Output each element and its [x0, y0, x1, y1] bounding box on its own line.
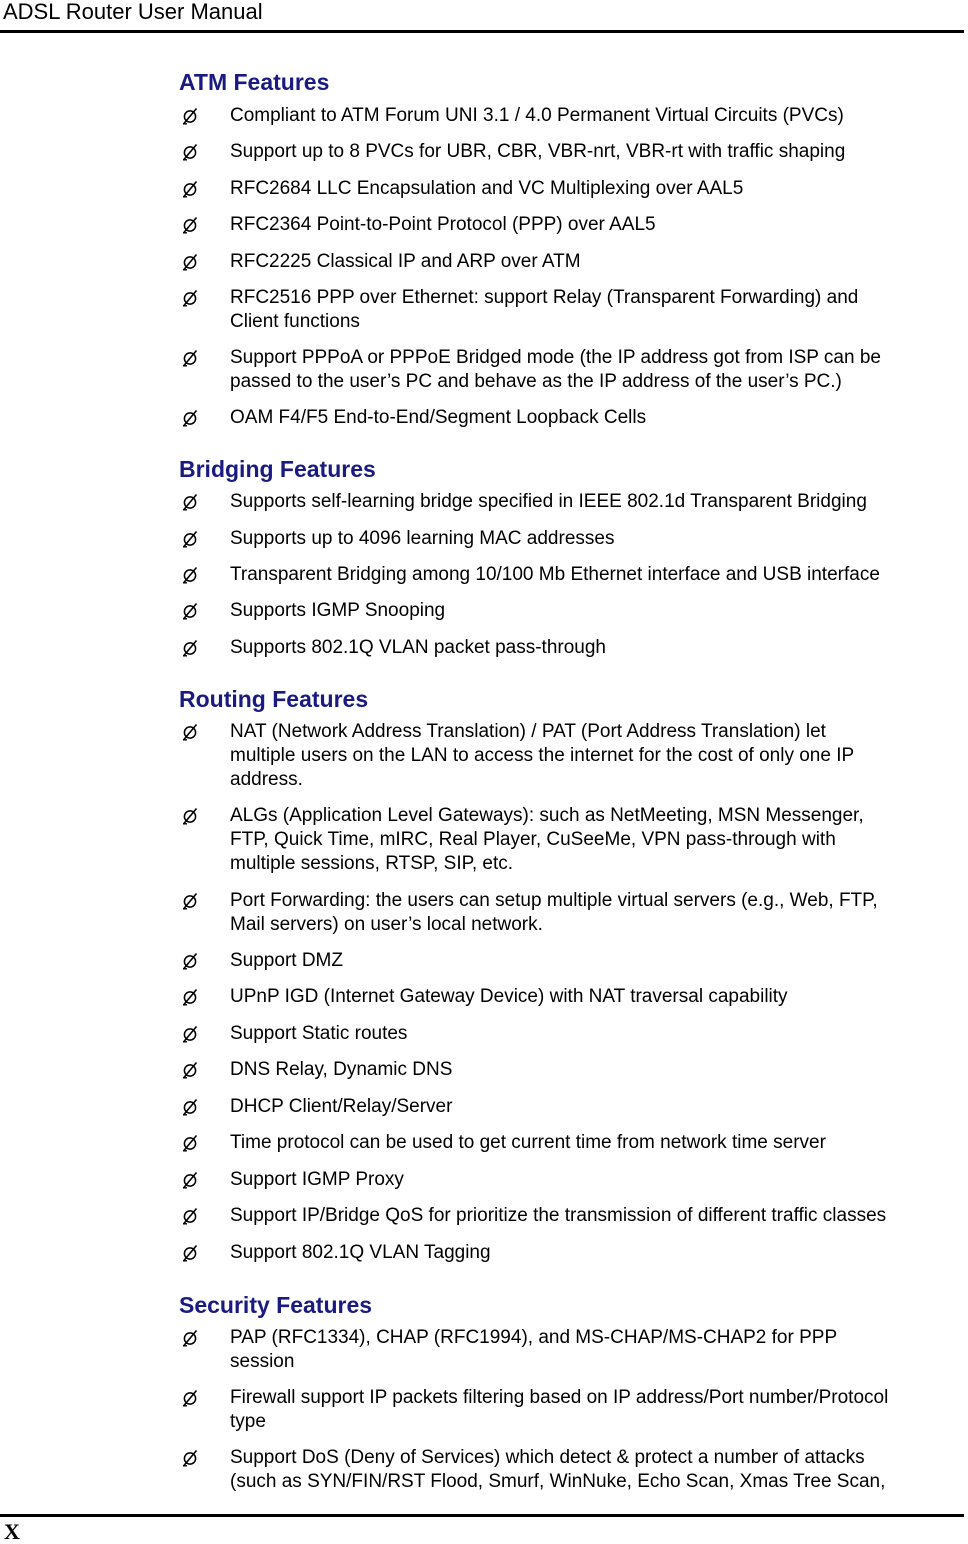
slashed-circle-bullet-icon	[181, 253, 199, 271]
slashed-circle-bullet-icon	[181, 1449, 199, 1467]
slashed-circle-bullet-icon	[181, 409, 199, 427]
list-item-text: PAP (RFC1334), CHAP (RFC1994), and MS-CHAP/MS-CHAP2 for PPP session	[230, 1327, 838, 1372]
list-item-text: ALGs (Application Level Gateways): such as NetMeeting, MSN Messenger, FTP, Quick Time, mIRC, Real Player, CuSeeMe, VPN pass-through with multiple sessions, RTSP, SIP, etc.	[230, 805, 864, 874]
list-item-text: Support up to 8 PVCs for UBR, CBR, VBR-nrt, VBR-rt with traffic shaping	[230, 141, 846, 162]
slashed-circle-bullet-icon	[181, 892, 199, 910]
list-item-text: Support DoS (Deny of Services) which detect & protect a number of attacks (such as SYN/FIN/RST Flood, Smurf, WinNuke, Echo Scan, Xmas Tree Scan,	[230, 1447, 886, 1492]
slashed-circle-bullet-icon	[181, 602, 199, 620]
list-item-text: Compliant to ATM Forum UNI 3.1 / 4.0 Permanent Virtual Circuits (PVCs)	[230, 105, 844, 126]
list-item-text: Support Static routes	[230, 1023, 408, 1044]
list-item-text: NAT (Network Address Translation) / PAT (Port Address Translation) let multiple users on the LAN to access the internet for the cost of only one IP address.	[230, 721, 855, 790]
list-item-text: Port Forwarding: the users can setup multiple virtual servers (e.g., Web, FTP, Mail servers) on user’s local network.	[230, 890, 878, 935]
list-item-text: RFC2684 LLC Encapsulation and VC Multiplexing over AAL5	[230, 178, 744, 199]
page-number: X	[4, 1519, 20, 1544]
list-item-text: RFC2364 Point-to-Point Protocol (PPP) over AAL5	[230, 214, 656, 235]
list-item-text: Support IGMP Proxy	[230, 1169, 404, 1190]
slashed-circle-bullet-icon	[181, 1025, 199, 1043]
slashed-circle-bullet-icon	[181, 723, 199, 741]
list-item-text: DHCP Client/Relay/Server	[230, 1096, 453, 1117]
list-item-text: RFC2516 PPP over Ethernet: support Relay (Transparent Forwarding) and Client functions	[230, 287, 859, 332]
slashed-circle-bullet-icon	[181, 107, 199, 125]
slashed-circle-bullet-icon	[181, 566, 199, 584]
list-item-text: Supports IGMP Snooping	[230, 600, 446, 621]
list-item-text: Support DMZ	[230, 950, 343, 971]
manual-title: ADSL Router User Manual	[3, 0, 263, 24]
slashed-circle-bullet-icon	[181, 143, 199, 161]
running-footer	[0, 1514, 964, 1543]
list-item-text: Supports 802.1Q VLAN packet pass-through	[230, 637, 607, 658]
slashed-circle-bullet-icon	[181, 1171, 199, 1189]
running-header	[0, 0, 964, 33]
slashed-circle-bullet-icon	[181, 1061, 199, 1079]
slashed-circle-bullet-icon	[181, 349, 199, 367]
list-item-text: Time protocol can be used to get current time from network time server	[230, 1132, 826, 1153]
list-item-text: OAM F4/F5 End-to-End/Segment Loopback Cells	[230, 407, 647, 428]
list-item-text: Support PPPoA or PPPoE Bridged mode (the IP address got from ISP can be passed to the user’s PC and behave as the IP address of the user’s PC.)	[230, 347, 881, 392]
slashed-circle-bullet-icon	[181, 1134, 199, 1152]
list-item-text: Support 802.1Q VLAN Tagging	[230, 1242, 491, 1263]
section-heading-atm: ATM Features	[179, 69, 330, 95]
slashed-circle-bullet-icon	[181, 216, 199, 234]
slashed-circle-bullet-icon	[181, 1098, 199, 1116]
list-item-text: UPnP IGD (Internet Gateway Device) with NAT traversal capability	[230, 986, 788, 1007]
slashed-circle-bullet-icon	[181, 530, 199, 548]
slashed-circle-bullet-icon	[181, 1389, 199, 1407]
section-heading-routing: Routing Features	[179, 686, 369, 712]
section-heading-bridging: Bridging Features	[179, 456, 376, 482]
list-item-text: DNS Relay, Dynamic DNS	[230, 1059, 453, 1080]
slashed-circle-bullet-icon	[181, 1329, 199, 1347]
list-item-text: RFC2225 Classical IP and ARP over ATM	[230, 251, 581, 272]
list-item-text: Supports up to 4096 learning MAC addresses	[230, 528, 615, 549]
slashed-circle-bullet-icon	[181, 639, 199, 657]
list-item-text: Supports self-learning bridge specified in IEEE 802.1d Transparent Bridging	[230, 491, 867, 512]
slashed-circle-bullet-icon	[181, 988, 199, 1006]
slashed-circle-bullet-icon	[181, 289, 199, 307]
slashed-circle-bullet-icon	[181, 180, 199, 198]
slashed-circle-bullet-icon	[181, 1207, 199, 1225]
slashed-circle-bullet-icon	[181, 1244, 199, 1262]
list-item-text: Support IP/Bridge QoS for prioritize the transmission of different traffic classes	[230, 1205, 887, 1226]
slashed-circle-bullet-icon	[181, 807, 199, 825]
slashed-circle-bullet-icon	[181, 493, 199, 511]
section-heading-security: Security Features	[179, 1292, 373, 1318]
slashed-circle-bullet-icon	[181, 952, 199, 970]
list-item-text: Firewall support IP packets filtering based on IP address/Port number/Protocol type	[230, 1387, 889, 1432]
list-item-text: Transparent Bridging among 10/100 Mb Ethernet interface and USB interface	[230, 564, 880, 585]
